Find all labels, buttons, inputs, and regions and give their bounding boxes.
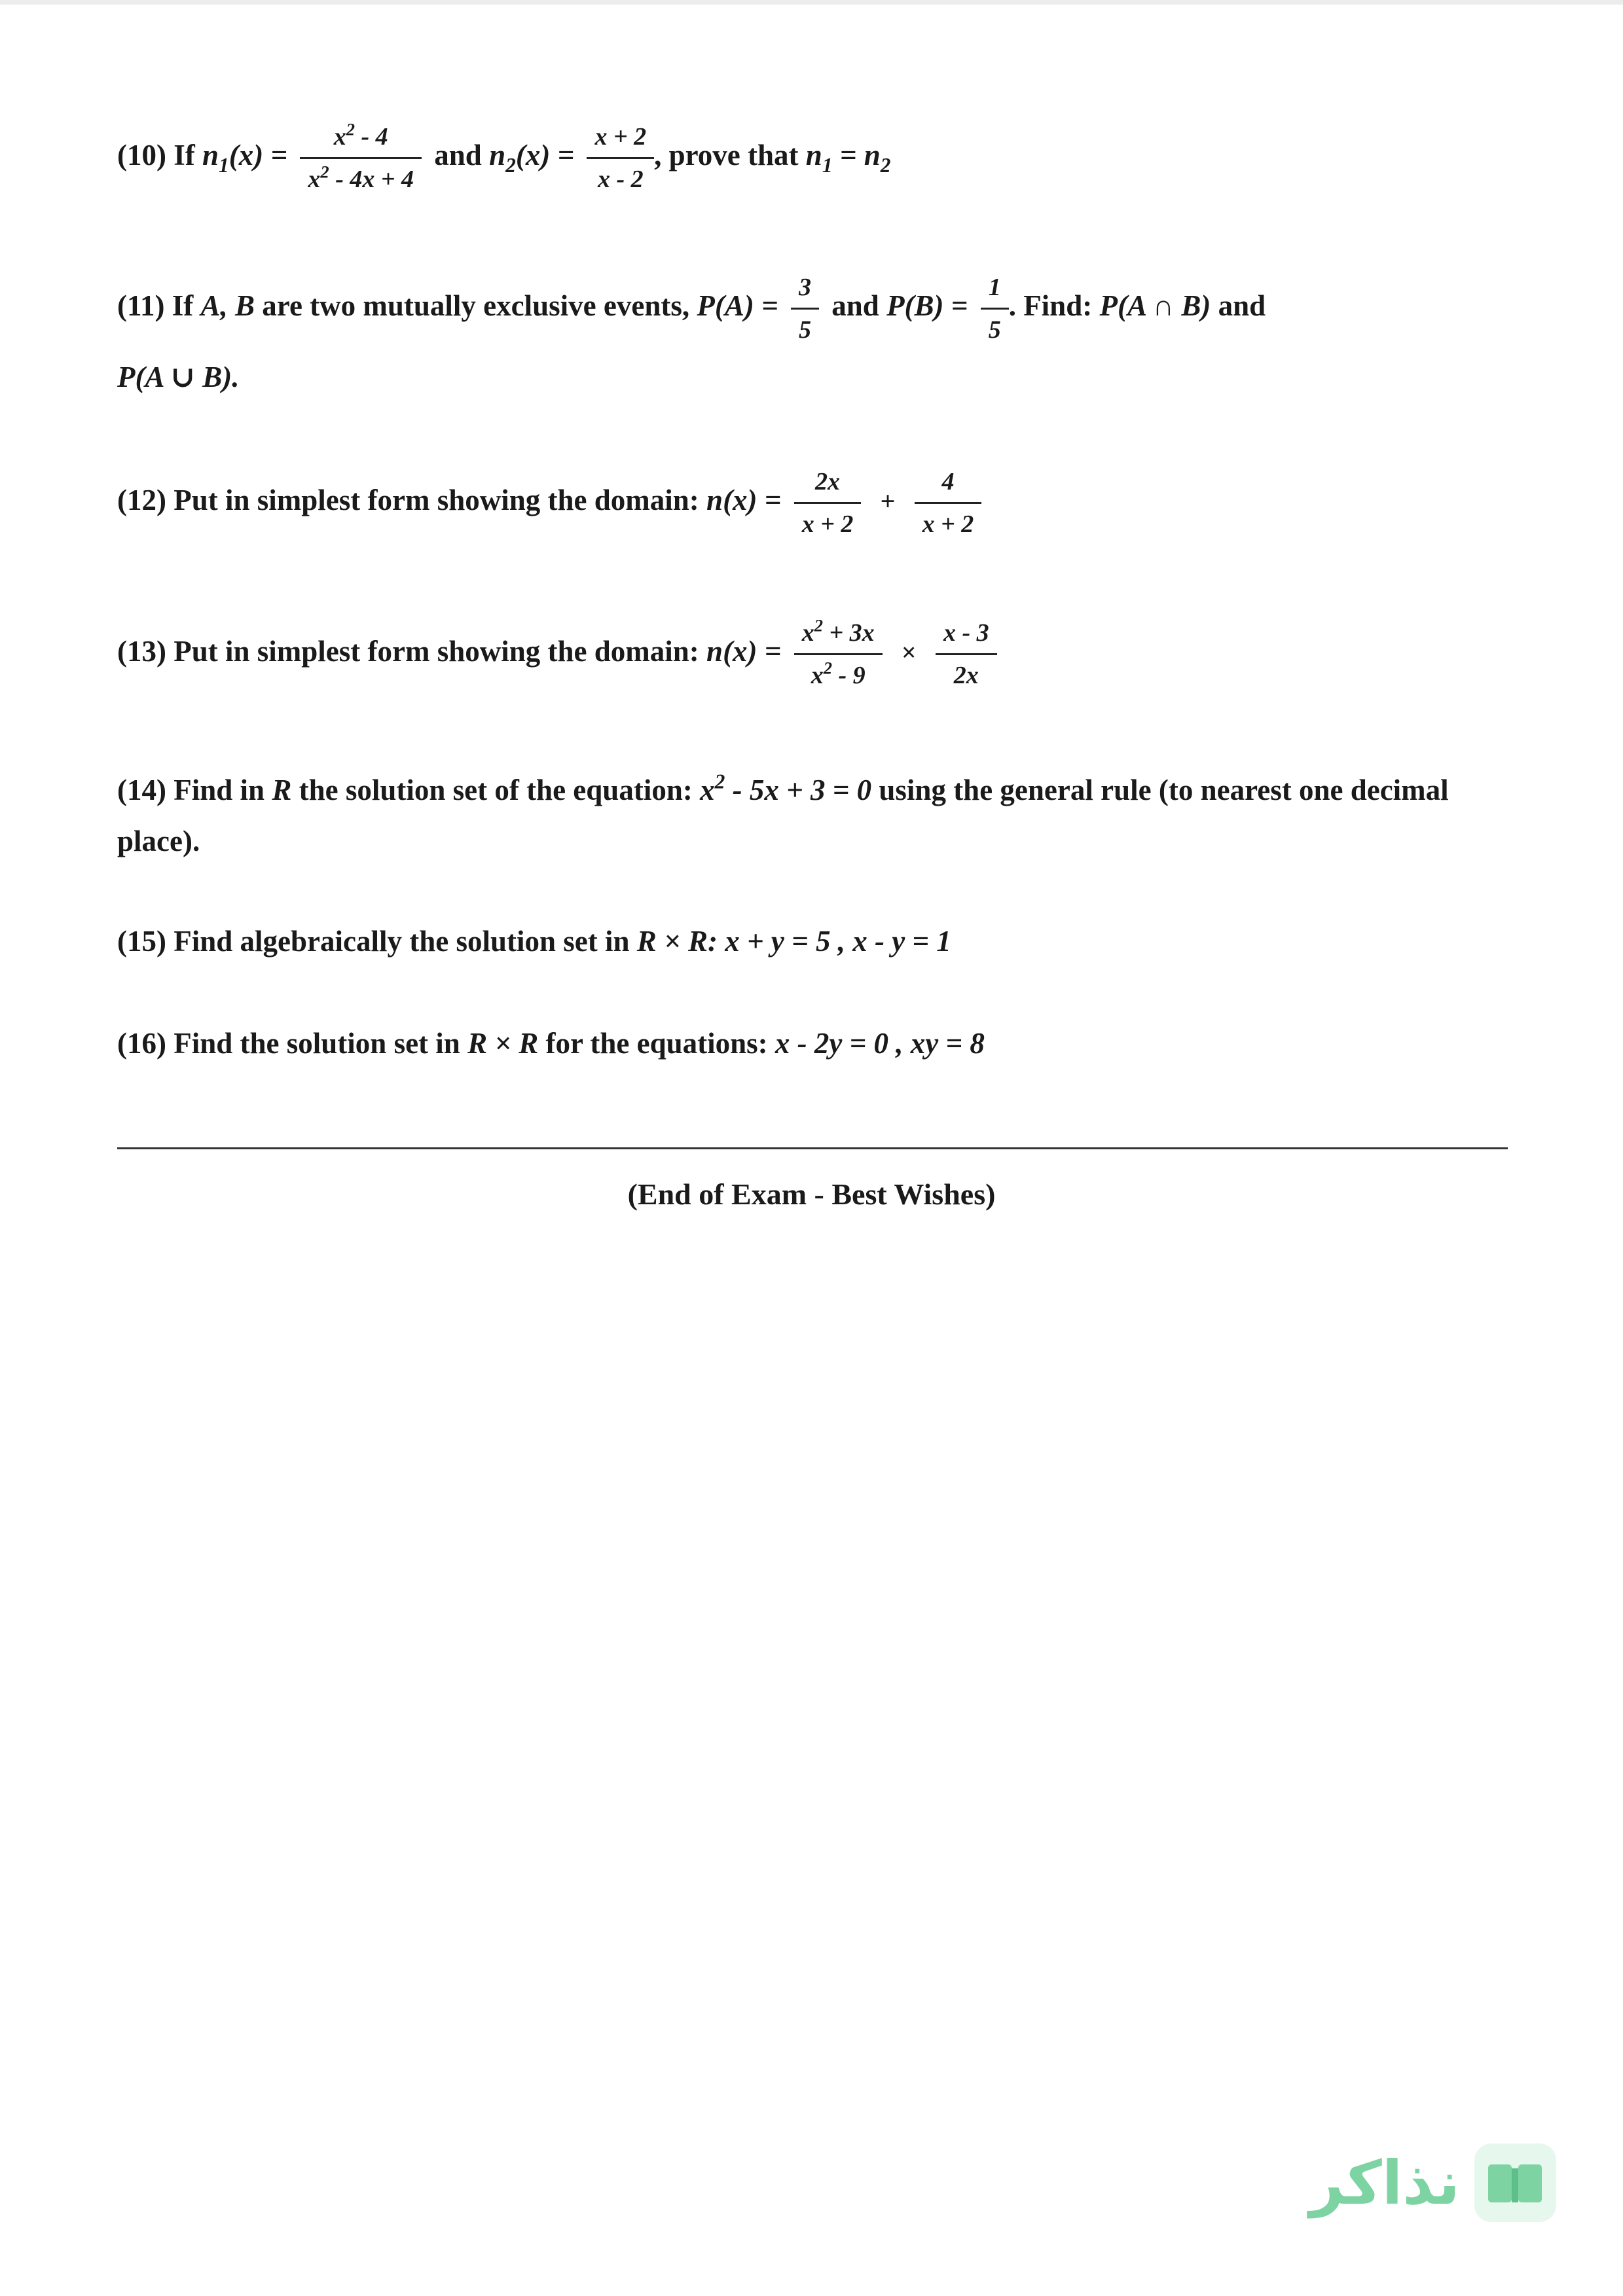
- question-text: If: [172, 289, 194, 322]
- book-icon: [1474, 2144, 1556, 2222]
- fraction: [587, 124, 654, 192]
- subscript: 1: [822, 153, 833, 177]
- numerator: x + 2: [594, 123, 647, 151]
- question-number: (11): [117, 289, 165, 322]
- top-border: [0, 0, 1623, 5]
- question-text: and: [831, 289, 879, 322]
- equals: =: [832, 138, 864, 171]
- denominator: [300, 157, 422, 192]
- exponent: 2: [814, 615, 823, 636]
- denominator: x + 2: [794, 502, 862, 537]
- fraction: [794, 615, 883, 689]
- question-number: (16): [117, 1027, 166, 1060]
- prob-b: P(B) =: [886, 289, 968, 322]
- question-12: [117, 469, 1512, 537]
- intersection-expr: P(A ∩ B): [1099, 289, 1211, 322]
- denominator: 5: [791, 308, 819, 342]
- fraction: [791, 275, 819, 342]
- exponent: 2: [320, 162, 329, 182]
- question-text: Find the solution set in: [173, 1027, 460, 1060]
- fraction: [981, 275, 1009, 342]
- term: x: [700, 774, 715, 806]
- question-text: using the general rule (to nearest one decimal place).: [117, 774, 1449, 857]
- logo-text: نذاكر: [1309, 2147, 1460, 2218]
- divider: [117, 1147, 1508, 1149]
- question-text: and: [434, 138, 482, 171]
- union-expr: P(A ∪ B).: [117, 361, 240, 393]
- denominator: [794, 653, 883, 688]
- question-text: If: [173, 138, 195, 171]
- question-text: Find in: [173, 774, 265, 806]
- operator: ×: [901, 637, 917, 667]
- fraction: [300, 119, 422, 193]
- numerator: x - 3: [943, 619, 989, 647]
- fraction: [915, 469, 982, 537]
- term: x: [308, 166, 321, 193]
- term: + 3x: [822, 619, 875, 647]
- term: x: [333, 123, 346, 151]
- question-text: the solution set of the equation:: [299, 774, 693, 806]
- numerator: [300, 119, 422, 157]
- subscript: 2: [880, 153, 891, 177]
- term: - 9: [831, 662, 866, 689]
- question-number: (13): [117, 634, 166, 668]
- equations: x - 2y = 0 , xy = 8: [775, 1027, 985, 1060]
- subscript: 2: [505, 153, 516, 177]
- events: A, B: [200, 289, 255, 322]
- question-text: for the equations:: [545, 1027, 768, 1060]
- question-text: and: [1218, 289, 1266, 322]
- prob-a: P(A) =: [697, 289, 778, 322]
- question-number: (14): [117, 774, 166, 806]
- denominator: 5: [981, 308, 1009, 342]
- set-RxR: R × R: [467, 1027, 539, 1060]
- question-15: [117, 916, 1512, 966]
- question-11: [117, 275, 1512, 342]
- term: - 4: [355, 123, 388, 151]
- lhs: n(x) =: [706, 634, 782, 668]
- question-number: (10): [117, 138, 166, 171]
- equations: x + y = 5 , x - y = 1: [725, 925, 951, 958]
- term: - 5x + 3 = 0: [725, 774, 872, 806]
- end-of-exam: (End of Exam - Best Wishes): [627, 1177, 996, 1211]
- exponent: 2: [714, 770, 725, 793]
- fn-name: n: [202, 138, 219, 171]
- denominator: 2x: [936, 653, 997, 688]
- question-number: (15): [117, 925, 166, 958]
- question-10: [117, 119, 1512, 193]
- term: - 4x + 4: [329, 166, 414, 193]
- question-11-cont: [117, 352, 1512, 402]
- question-text: , prove that: [654, 138, 799, 171]
- question-14: [117, 764, 1505, 867]
- question-text: . Find:: [1008, 289, 1093, 322]
- fn-name: n: [864, 138, 881, 171]
- operator: +: [880, 486, 896, 516]
- fn-name: n: [805, 138, 822, 171]
- question-text: Put in simplest form showing the domain:: [173, 483, 699, 516]
- numerator: 2x: [815, 468, 841, 495]
- exponent: 2: [823, 658, 832, 678]
- numerator: [794, 615, 883, 653]
- numerator: 4: [941, 468, 955, 495]
- term: x: [811, 662, 824, 689]
- fraction: [794, 469, 862, 537]
- question-text: Put in simplest form showing the domain:: [173, 634, 699, 668]
- numerator: 1: [988, 274, 1001, 301]
- denominator: x + 2: [915, 502, 982, 537]
- fraction: [936, 620, 997, 688]
- numerator: 3: [799, 274, 811, 301]
- question-13: [117, 615, 1512, 689]
- fn-arg: (x) =: [228, 138, 288, 171]
- question-16: [117, 1018, 1512, 1068]
- exponent: 2: [346, 119, 356, 139]
- lhs: n(x) =: [706, 483, 782, 516]
- subscript: 1: [219, 153, 229, 177]
- question-text: Find algebraically the solution set in: [173, 925, 630, 958]
- set-R: R: [272, 774, 292, 806]
- fn-arg: (x) =: [515, 138, 575, 171]
- set-RxR: R × R:: [636, 925, 718, 958]
- question-number: (12): [117, 483, 166, 516]
- term: x: [801, 619, 814, 647]
- fn-name: n: [489, 138, 506, 171]
- brand-logo: [1309, 2144, 1556, 2222]
- question-text: are two mutually exclusive events,: [262, 289, 690, 322]
- denominator: x - 2: [587, 157, 654, 192]
